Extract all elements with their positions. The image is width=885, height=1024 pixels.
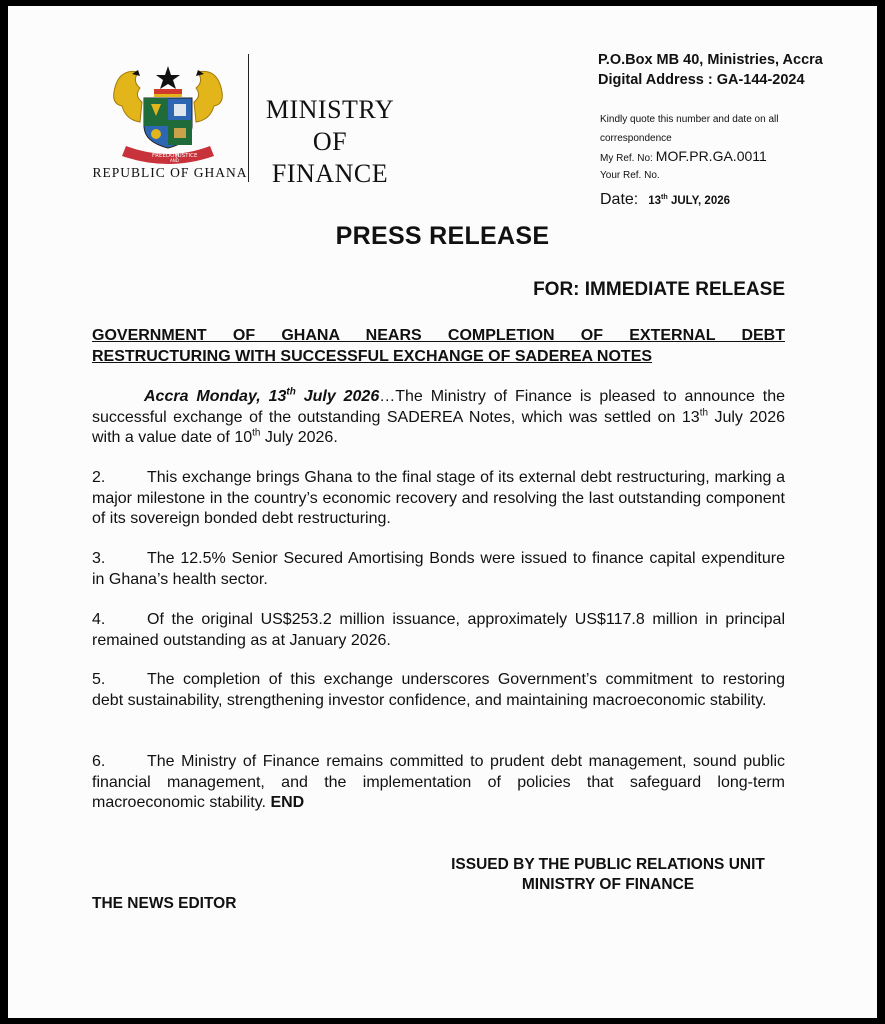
my-ref-row: My Ref. No: MOF.PR.GA.0011 <box>600 148 767 164</box>
svg-text:AND: AND <box>170 158 179 163</box>
paragraph-4: 4. Of the original US$253.2 million issuance, approximately US$117.8 million in principal remained outstanding as at January 2026. <box>92 611 785 649</box>
paragraph-6: 6. The Ministry of Finance remains committed to prudent debt management, sound public financial management, and the implementation of policies that safeguard long-term macroeconomic stability. END <box>92 753 785 811</box>
end-marker: END <box>270 794 305 811</box>
postal-address: P.O.Box MB 40, Ministries, Accra <box>598 52 823 68</box>
date-row: Date: 13th JULY, 2026 <box>600 191 731 208</box>
address-block <box>598 50 823 90</box>
dateline: Accra Monday, 13th July 2026 <box>144 386 380 405</box>
paragraph-3: 3. The 12.5% Senior Secured Amortising Bonds were issued to finance capital expenditure in Ghana’s health sector. <box>92 550 785 588</box>
issued-by: ISSUED BY THE PUBLIC RELATIONS UNIT MINISTRY OF FINANCE <box>451 856 765 893</box>
crest-motto: FREEDOM <box>152 153 180 159</box>
headline: GOVERNMENT OF GHANA NEARS COMPLETION OF EXTERNAL DEBT RESTRUCTURING WITH SUCCESSFUL EXCHANGE OF SADEREA NOTES <box>92 327 785 365</box>
republic-label: REPUBLIC OF GHANA <box>92 165 248 180</box>
paragraph-1: Accra Monday, 13th July 2026…The Ministry of Finance is pleased to announce the successful exchange of the outstanding SADEREA Notes, which was settled on 13th July 2026 with a value date of 10th July 2026. <box>92 386 786 446</box>
quote-note: Kindly quote this number and date on all correspondence <box>600 114 779 144</box>
addressee: THE NEWS EDITOR <box>92 895 237 912</box>
digital-address: Digital Address : GA-144-2024 <box>598 72 805 88</box>
svg-text:JUSTICE: JUSTICE <box>176 153 198 159</box>
date-value: 13th JULY, 2026 <box>648 193 731 207</box>
ghana-coat-of-arms-icon <box>104 62 232 166</box>
your-ref-row: Your Ref. No. <box>600 170 660 181</box>
paragraph-5: 5. The completion of this exchange underscores Government’s commitment to restoring debt sustainability, strengthening investor confidence, and maintaining macroeconomic stability. <box>92 671 785 709</box>
my-ref-value: MOF.PR.GA.0011 <box>655 148 767 164</box>
page-title: PRESS RELEASE <box>335 222 550 250</box>
ministry-name: MINISTRY OF FINANCE <box>265 95 395 188</box>
press-release-page <box>8 6 877 1018</box>
header-divider <box>248 54 249 182</box>
release-for: FOR: IMMEDIATE RELEASE <box>533 279 785 300</box>
paragraph-2: 2. This exchange brings Ghana to the final stage of its external debt restructuring, marking a major milestone in the country’s economic recovery and resolving the last outstanding component of its sovereign bonded debt restructuring. <box>92 469 785 527</box>
